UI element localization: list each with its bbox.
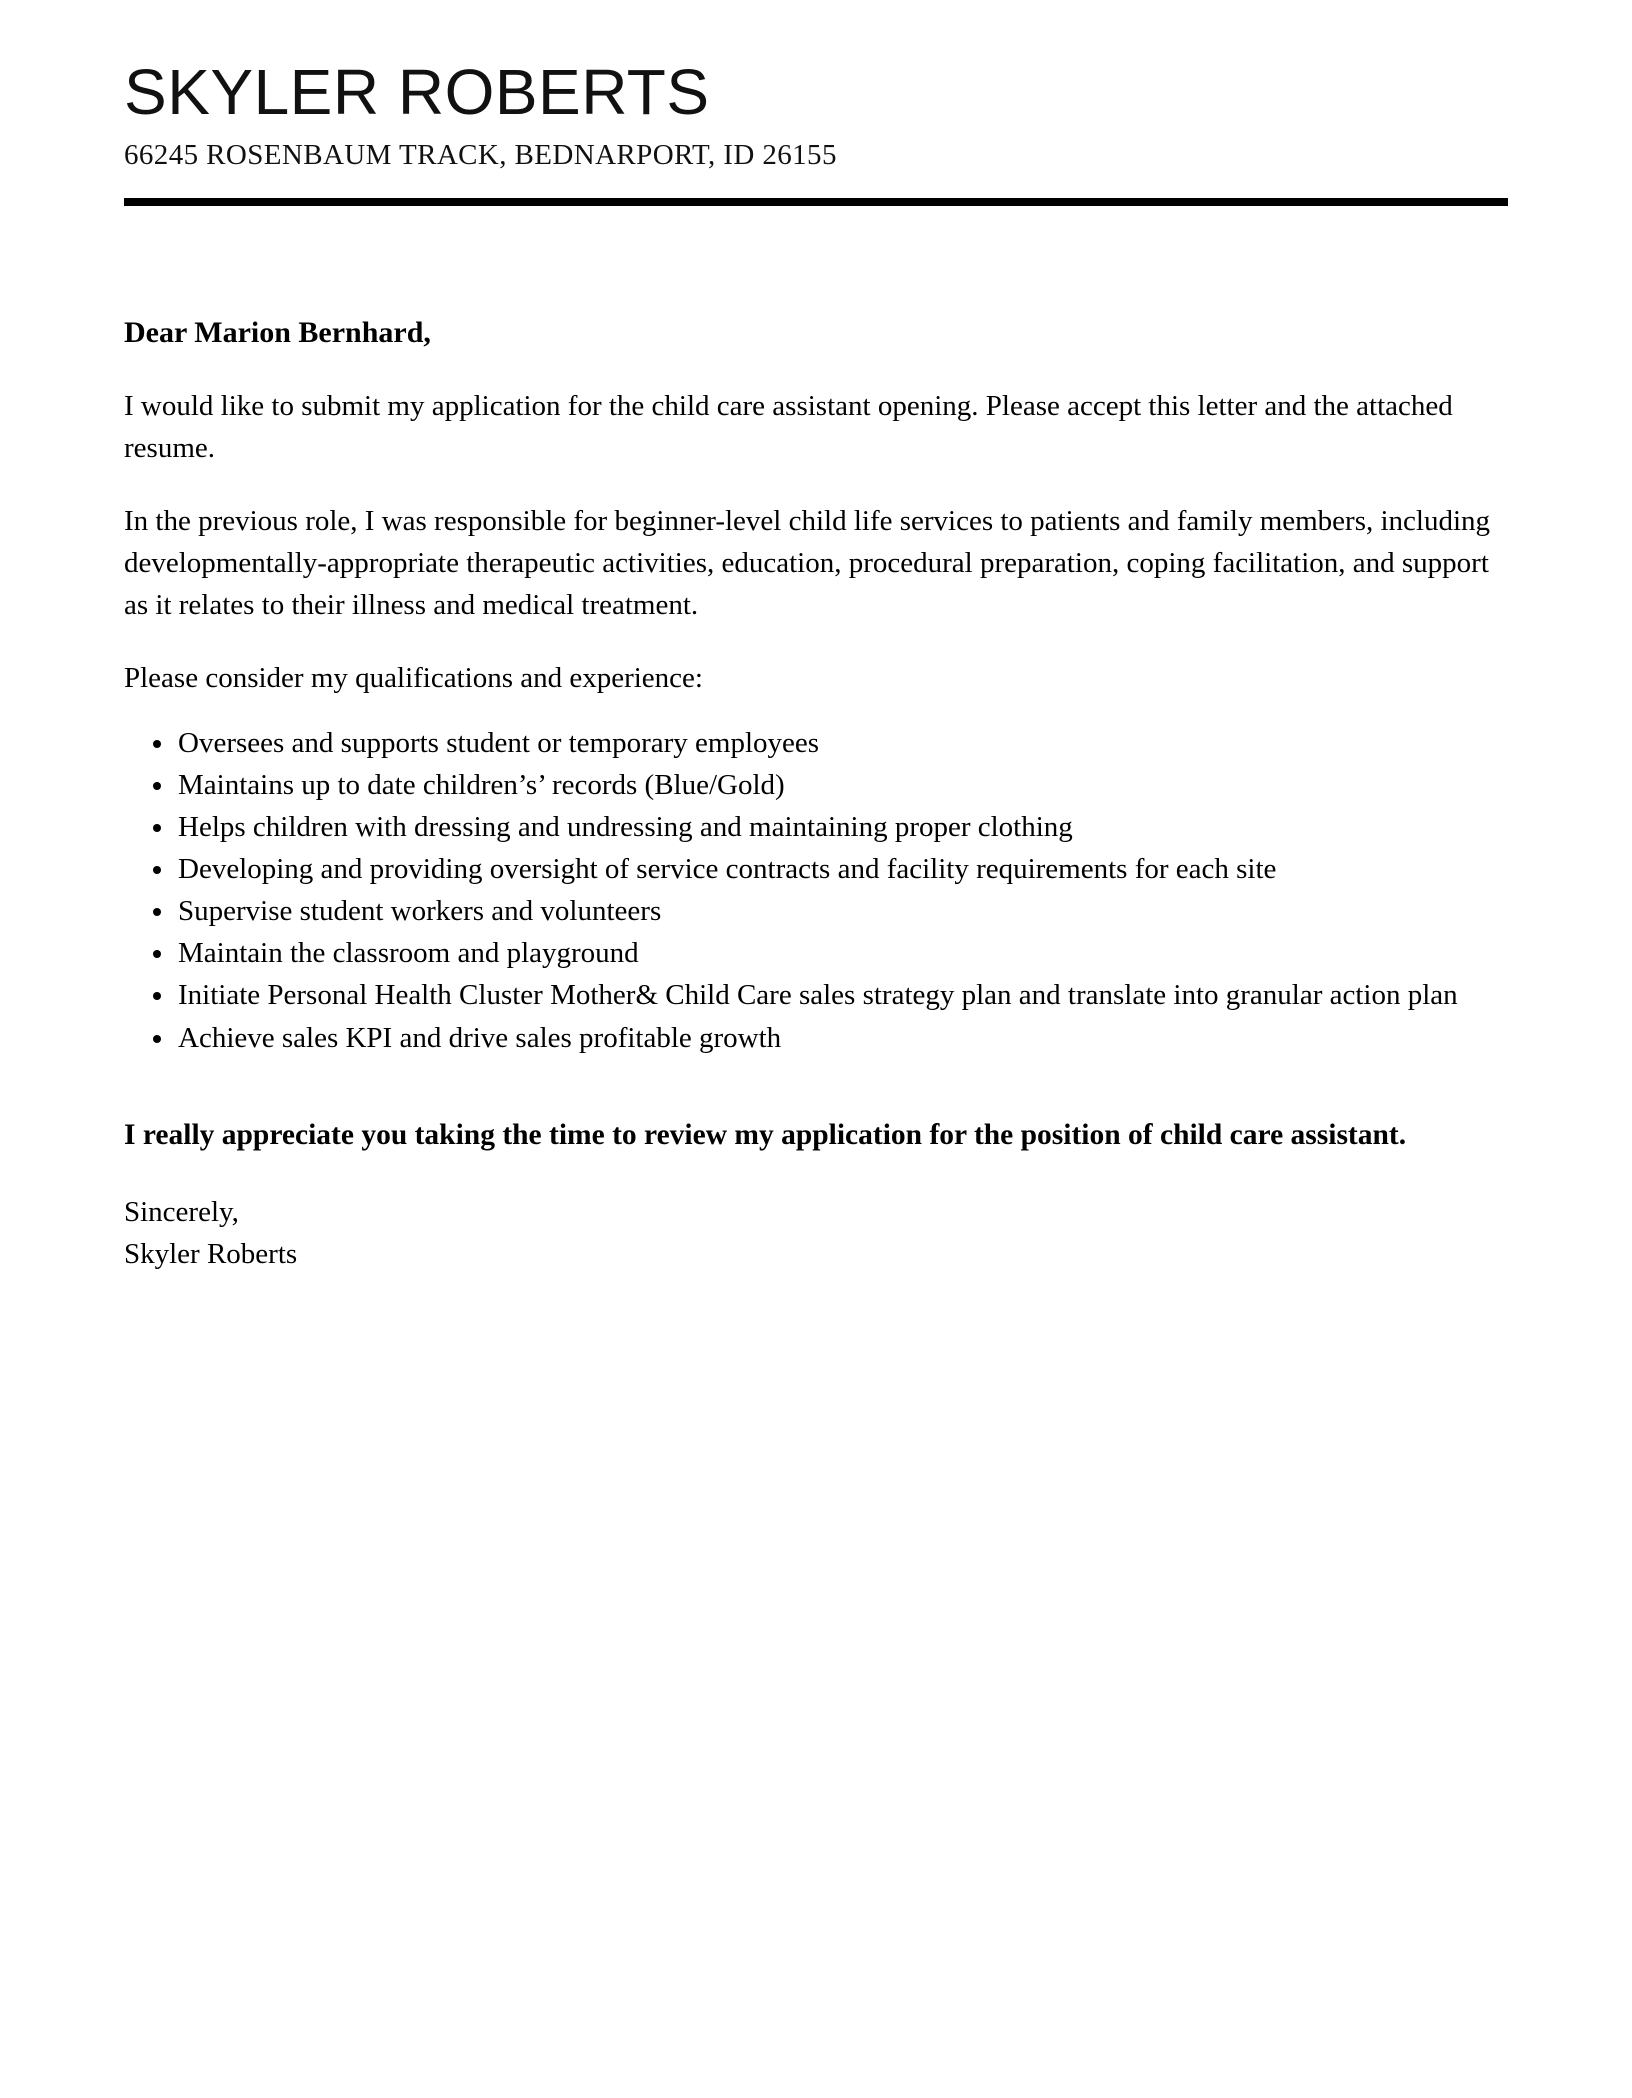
letter-paragraph-experience: In the previous role, I was responsible for beginner-level child life services to patients and family members, including developmentally-appropriate therapeutic activities, education, procedural preparation, coping facilitation, and support as it relates to their illness and medical treatment. [124, 505, 1491, 622]
letter-closing-statement: I really appreciate you taking the time to review my application for the position of child care assistant. [124, 1118, 1407, 1151]
letter-paragraph-intro: I would like to submit my application for the child care assistant opening. Please accept this letter and the attached resume. [124, 390, 1453, 465]
signoff-line: Sincerely, [124, 1196, 239, 1229]
qualification-item: • Maintains up to date children’s’ records (Blue/Gold) [176, 765, 1508, 805]
qualification-item: • Supervise student workers and volunteers [176, 891, 1508, 931]
qualification-item: • Developing and providing oversight of service contracts and facility requirements for each site [176, 849, 1508, 889]
sender-address-line: 66245 ROSENBAUM TRACK, BEDNARPORT, ID 26155 [124, 139, 837, 172]
qualification-item: • Oversees and supports student or temporary employees [176, 723, 1508, 763]
letter-paragraph-qualifications-lead: Please consider my qualifications and experience: [124, 662, 703, 695]
qualification-item: • Maintain the classroom and playground [176, 933, 1508, 973]
signature-name: Skyler Roberts [124, 1238, 298, 1271]
letter-greeting: Dear Marion Bernhard, [124, 316, 431, 350]
qualifications-list [124, 723, 1508, 1057]
qualification-item: • Initiate Personal Health Cluster Mother& Child Care sales strategy plan and translate into granular action plan [176, 975, 1508, 1015]
qualification-item: • Achieve sales KPI and drive sales profitable growth [176, 1018, 1508, 1058]
sender-name-heading: SKYLER ROBERTS [124, 56, 710, 128]
qualification-item: • Helps children with dressing and undressing and maintaining proper clothing [176, 807, 1508, 847]
signature-block [124, 1191, 1508, 1275]
header-divider-rule [124, 198, 1508, 206]
